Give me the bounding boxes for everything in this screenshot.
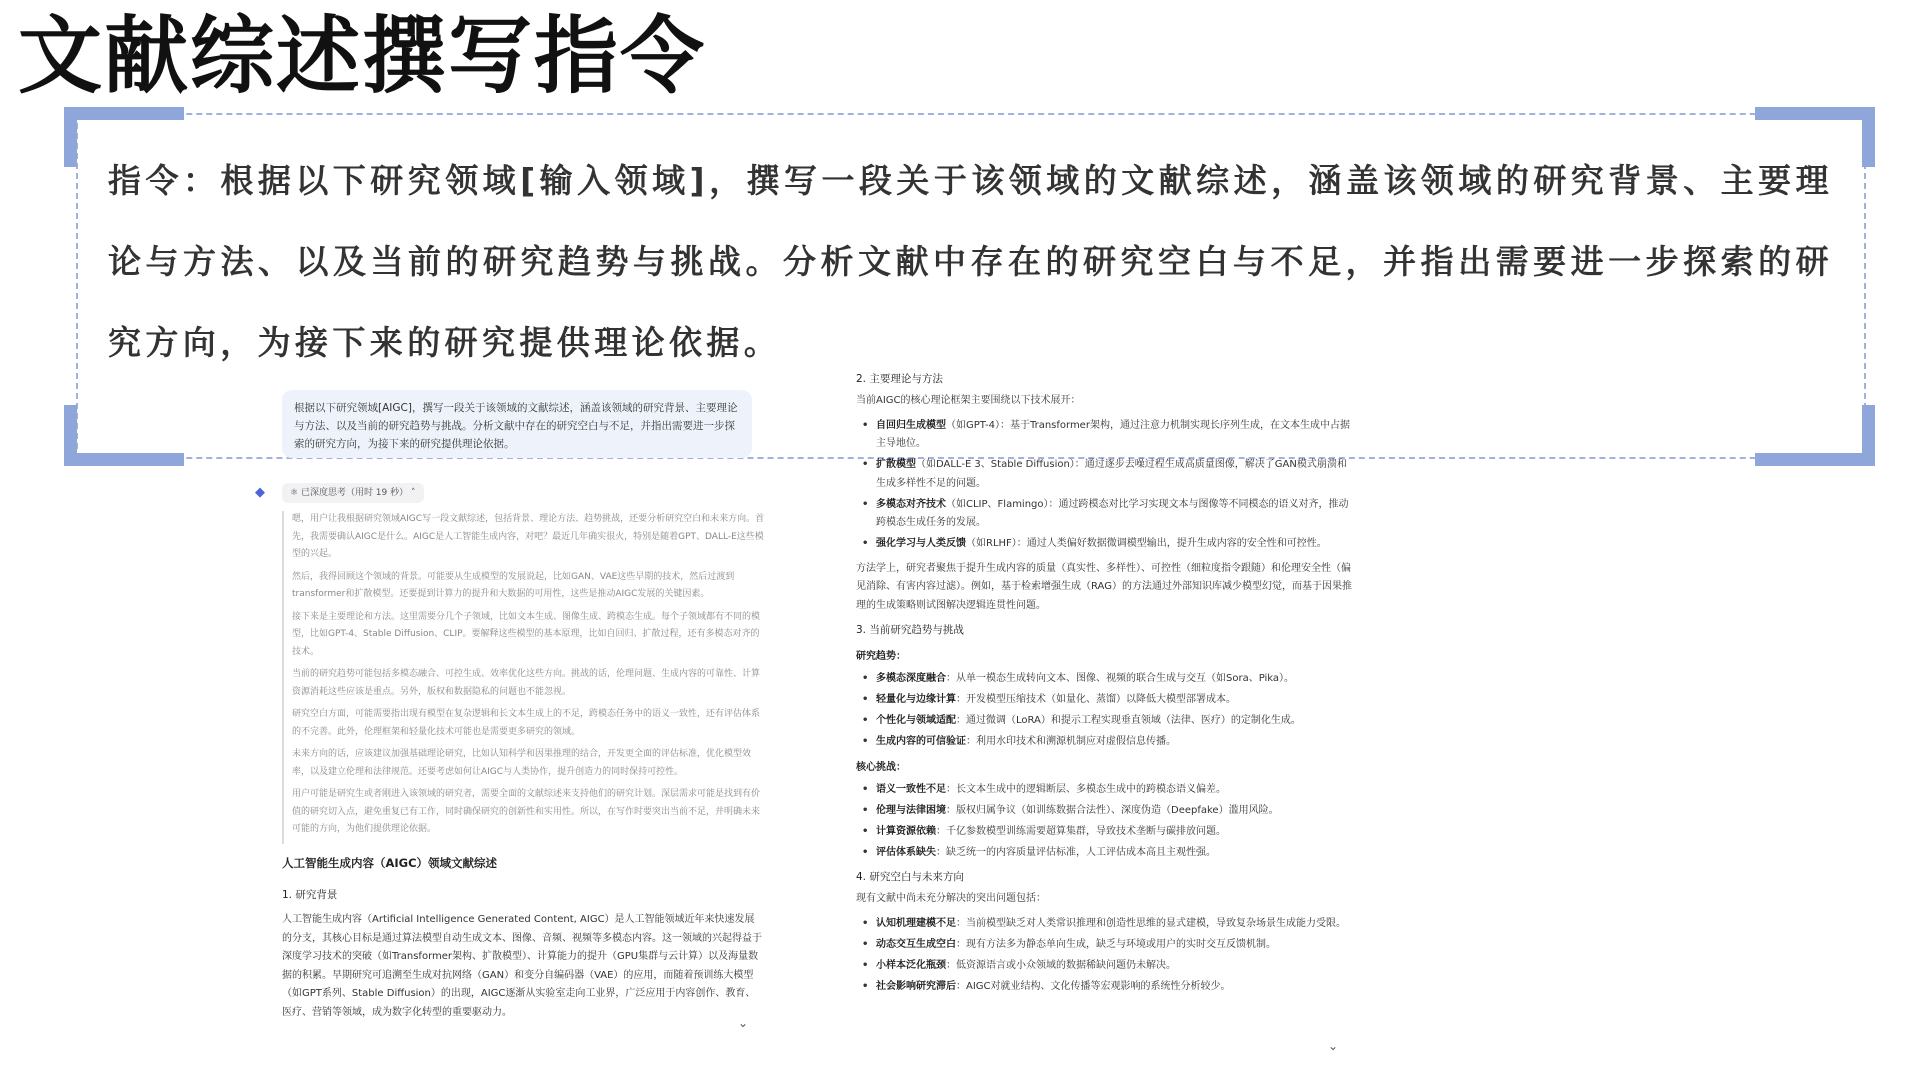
section2-intro: 当前AIGC的核心理论框架主要围绕以下技术展开： — [856, 395, 1081, 406]
frame-corner-br-v — [1862, 405, 1875, 466]
list-item: • 认知机理建模不足：当前模型缺乏对人类常识推理和创造性思维的显式建模，导致复杂场景生成能力受限。 — [856, 915, 1356, 934]
list-item: • 多模态深度融合：从单一模态生成转向文本、图像、视频的联合生成与交互（如Sora、Pika）。 — [856, 670, 1356, 689]
thinking-paragraph: 当前的研究趋势可能包括多模态融合、可控生成、效率优化这些方向。挑战的话，伦理问题、生成内容的可靠性、计算资源消耗这些应该是重点。另外，版权和数据隐私的问题也不能忽视。 — [292, 669, 761, 697]
list-item: • 生成内容的可信验证：利用水印技术和溯源机制应对虚假信息传播。 — [856, 733, 1356, 752]
list-item: • 社会影响研究滞后：AIGC对就业结构、文化传播等宏观影响的系统性分析较少。 — [856, 978, 1356, 997]
instruction-text: 指令：根据以下研究领域[输入领域]，撰写一段关于该领域的文献综述，涵盖该领域的研究背景、主要理论与方法、以及当前的研究趋势与挑战。分析文献中存在的研究空白与不足，并指出需要进一步探索的研究方向，为接下来的研究提供理论依据。 — [108, 161, 1833, 362]
section2-list — [856, 417, 1356, 554]
section2-title: 2. 主要理论与方法 — [856, 373, 943, 385]
chevron-up-icon: ˄ — [408, 488, 416, 498]
frame-corner-tr-h — [1755, 107, 1875, 120]
list-item: • 强化学习与人类反馈（如RLHF）：通过人类偏好数据微调模型输出，提升生成内容的安全性和可控性。 — [856, 535, 1356, 554]
trends-label: 研究趋势： — [856, 651, 906, 662]
frame-corner-tl-h — [64, 107, 184, 120]
section2-method-text: 方法学上，研究者聚焦于提升生成内容的质量（真实性、多样性）、可控性（细粒度指令跟随）和伦理安全性（偏见消除、有害内容过滤）。例如，基于检索增强生成（RAG）的方法通过外部知识库减少模型幻觉，而基于因果推理的生成策略则试图解决逻辑连贯性问题。 — [856, 562, 1352, 611]
frame-corner-tl-v — [64, 107, 77, 167]
thinking-toggle[interactable] — [282, 483, 424, 503]
answer-section1-title: 1. 研究背景 — [282, 889, 338, 901]
page-title: 文献综述撰写指令 — [18, 7, 707, 105]
thinking-paragraph: 然后，我得回顾这个领域的背景。可能要从生成模型的发展说起，比如GAN、VAE这些早期的技术，然后过渡到transformer和扩散模型。还要提到计算力的提升和大数据的可用性，这些是推动AIGC发展的关键因素。 — [292, 571, 735, 599]
whale-logo-icon: ◆ — [255, 485, 265, 500]
challenges-label: 核心挑战： — [856, 761, 906, 773]
thinking-badge-label: 已深度思考（用时 19 秒） — [300, 488, 409, 498]
frame-corner-bl-h — [64, 453, 184, 466]
section4-intro: 现有文献中尚未充分解决的突出问题包括： — [856, 893, 1046, 904]
answer-heading: 人工智能生成内容（AIGC）领域文献综述 — [282, 856, 498, 870]
section3-title: 3. 当前研究趋势与挑战 — [856, 624, 964, 636]
frame-corner-tr-v — [1862, 107, 1875, 167]
list-item: • 多模态对齐技术（如CLIP、Flamingo）：通过跨模态对比学习实现文本与图像等不同模态的语义对齐，推动跨模态生成任务的发展。 — [856, 496, 1356, 533]
thinking-content — [282, 511, 768, 844]
thinking-paragraph: 接下来是主要理论和方法。这里需要分几个子领域，比如文本生成、图像生成、跨模态生成。每个子领域都有不同的模型，比如GPT-4、Stable Diffusion、CLIP。要解释这些模型的基本原理，比如自回归、扩散过程，还有多模态对齐的技术。 — [292, 611, 761, 657]
thinking-paragraph: 研究空白方面，可能需要指出现有模型在复杂逻辑和长文本生成上的不足，跨模态任务中的语义一致性，还有评估体系的不完善。此外，伦理框架和轻量化技术可能也是需要更多研究的领域。 — [292, 709, 761, 737]
frame-corner-bl-v — [64, 405, 77, 466]
list-item: • 语义一致性不足：长文本生成中的逻辑断层、多模态生成中的跨模态语义偏差。 — [856, 781, 1356, 800]
chat-panel-left — [255, 385, 765, 1030]
answer-section1-text: 人工智能生成内容（Artificial Intelligence Generated Content, AIGC）是人工智能领域近年来快速发展的分支，其核心目标是通过算法模型自动生成文本、图像、音频、视频等多模态内容。这一领域的兴起得益于深度学习技术的突破（如Transformer架构、扩散模型）、计算能力的提升（GPU集群与云计算）以及海量数据的积累。早期研究可追溯至生成对抗网络（GAN）和变分自编码器（VAE）的应用，而随着预训练大模型（如GPT系列、Stable Diffusion）的出现，AIGC逐渐从实验室走向工业界，广泛应用于内容创作、教育、医疗、营销等领域，成为数字化转型的重要驱动力。 — [282, 914, 762, 1018]
list-item: • 个性化与领域适配：通过微调（LoRA）和提示工程实现垂直领域（法律、医疗）的定制化生成。 — [856, 712, 1356, 731]
user-message-bubble: 根据以下研究领域[AIGC]，撰写一段关于该领域的文献综述，涵盖该领域的研究背景、主要理论与方法、以及当前的研究趋势与挑战。分析文献中存在的研究空白与不足，并指出需要进一步探索的研究方向，为接下来的研究提供理论依据。 — [282, 390, 752, 458]
thinking-paragraph: 未来方向的话，应该建议加强基础理论研究，比如认知科学和因果推理的结合，开发更全面的评估标准，优化模型效率，以及建立伦理和法律规范。还要考虑如何让AIGC与人类协作，提升创造力的同时保持可控性。 — [292, 749, 752, 777]
frame-corner-br-h — [1755, 453, 1875, 466]
chevron-down-icon[interactable]: ⌄ — [1328, 1039, 1339, 1053]
answer-panel-right — [856, 370, 1356, 1080]
trends-list — [856, 670, 1356, 752]
list-item: • 计算资源依赖：千亿参数模型训练需要超算集群，导致技术垄断与碳排放问题。 — [856, 823, 1356, 842]
section4-title: 4. 研究空白与未来方向 — [856, 871, 964, 883]
thinking-paragraph: 嗯，用户让我根据研究领域AIGC写一段文献综述，包括背景、理论方法、趋势挑战，还要分析研究空白和未来方向。首先，我需要确认AIGC是什么。AIGC是人工智能生成内容，对吧？最近几年确实很火，特别是随着GPT、DALL-E这些模型的兴起。 — [292, 514, 765, 559]
list-item: • 评估体系缺失：缺乏统一的内容质量评估标准，人工评估成本高且主观性强。 — [856, 844, 1356, 863]
thinking-icon: ⚛ — [290, 488, 301, 498]
chevron-down-icon[interactable]: ⌄ — [738, 1016, 749, 1030]
list-item: • 动态交互生成空白：现有方法多为静态单向生成，缺乏与环境或用户的实时交互反馈机制。 — [856, 936, 1356, 955]
list-item: • 轻量化与边缘计算：开发模型压缩技术（如量化、蒸馏）以降低大模型部署成本。 — [856, 691, 1356, 710]
gaps-list — [856, 915, 1356, 997]
list-item: • 自回归生成模型（如GPT-4）：基于Transformer架构，通过注意力机制实现长序列生成，在文本生成中占据主导地位。 — [856, 417, 1356, 454]
list-item: • 扩散模型（如DALL-E 3、Stable Diffusion）：通过逐步去噪过程生成高质量图像，解决了GAN模式崩溃和生成多样性不足的问题。 — [856, 456, 1356, 493]
challenges-list — [856, 781, 1356, 863]
list-item: • 伦理与法律困境：版权归属争议（如训练数据合法性）、深度伪造（Deepfake）滥用风险。 — [856, 802, 1356, 821]
list-item: • 小样本泛化瓶颈：低资源语言或小众领域的数据稀缺问题仍未解决。 — [856, 957, 1356, 976]
thinking-paragraph: 用户可能是研究生或者刚进入该领域的研究者，需要全面的文献综述来支持他们的研究计划。深层需求可能是找到有价值的研究切入点，避免重复已有工作，同时确保研究的创新性和实用性。所以，在写作时要突出当前不足，并明确未来可能的方向，为他们提供理论依据。 — [292, 789, 761, 834]
